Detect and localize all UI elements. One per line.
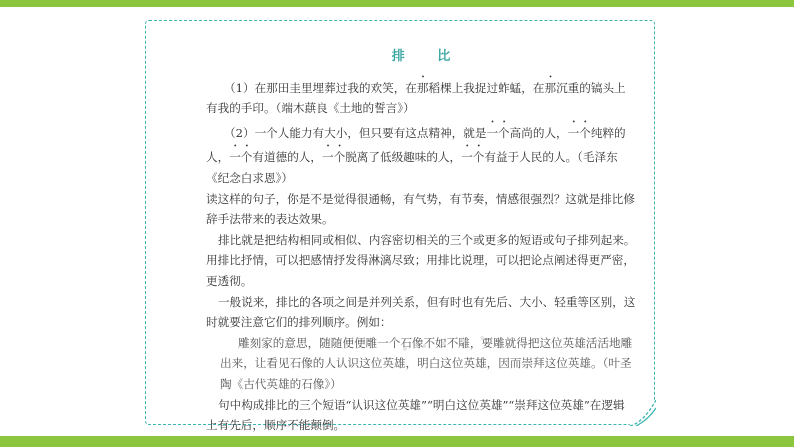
example-2-emphasis-4: 一个 bbox=[321, 150, 346, 165]
example-1 bbox=[206, 74, 636, 119]
example-2-emphasis-1: 一个 bbox=[486, 125, 510, 140]
paragraph-conclusion: 句中构成排比的三个短语“认识这位英雄”“明白这位英雄”“崇拜这位英雄”在逻辑上有先后，顺序不能颠倒。 bbox=[206, 397, 625, 433]
example-2-text-c: 纯粹的人， bbox=[206, 125, 626, 165]
top-accent-bar bbox=[0, 0, 794, 7]
bottom-accent-bar bbox=[0, 436, 794, 447]
example-2-text-d: 有道德的人， bbox=[252, 150, 322, 165]
example-1-text-a: （1）在那田圭里埋葬过我的欢笑，在 bbox=[224, 80, 417, 95]
example-2-emphasis-2: 一个 bbox=[567, 125, 591, 140]
paragraph-order: 一般说来，排比的各项之间是并列关系，但有时也有先后、大小、轻重等区别，这时就要注意它们的排列顺序。例如： bbox=[206, 294, 636, 330]
paragraph-effect: 读这样的句子，你是不是觉得很通畅，有气势，有节奏，情感很强烈？这就是排比修辞手法带来的表达效果。 bbox=[206, 191, 635, 227]
example-1-text-c: 沉重的镐头上有我的手印。（端木蕻良《土地的誓言》） bbox=[206, 80, 626, 116]
example-2-text-a: （2）一个人能力有大小，但只要有这点精神，就是 bbox=[224, 125, 487, 140]
watermark: ····· bbox=[398, 319, 500, 368]
quote-block: 雕刻家的意思，随随便便雕一个石像不如不雕，要雕就得把这位英雄活活地雕出来，让看见石像的人认识这位英雄，明白这位英雄，因而崇拜这位英雄。（叶圣陶《古代英雄的石像》） bbox=[220, 335, 633, 391]
example-1-emphasis-2: 那 bbox=[544, 80, 557, 95]
example-2-emphasis-3: 一个 bbox=[229, 150, 253, 165]
page-title: 排 比 bbox=[391, 49, 465, 64]
document-content bbox=[206, 47, 636, 436]
example-1-emphasis-1: 那 bbox=[416, 80, 429, 95]
example-2-text-b: 高尚的人， bbox=[509, 125, 568, 140]
paragraph-definition: 排比就是把结构相同或相似、内容密切相关的三个或更多的短语或句子排列起来。用排比抒情，可以把感情抒发得淋漓尽致；用排比说理，可以把论点阐述得更严密，更透彻。 bbox=[206, 232, 636, 288]
document-frame bbox=[145, 20, 655, 433]
example-2-text-e: 脱离了低级趣味的人， bbox=[345, 150, 462, 165]
page-curl-corner bbox=[630, 400, 656, 426]
example-1-text-b: 稻棵上我捉过蚱蜢，在 bbox=[428, 80, 545, 95]
example-2 bbox=[206, 119, 636, 189]
example-2-text-f: 有益于人民的人。（毛泽东《纪念白求恩》） bbox=[206, 150, 618, 185]
example-2-emphasis-5: 一个 bbox=[461, 150, 485, 165]
